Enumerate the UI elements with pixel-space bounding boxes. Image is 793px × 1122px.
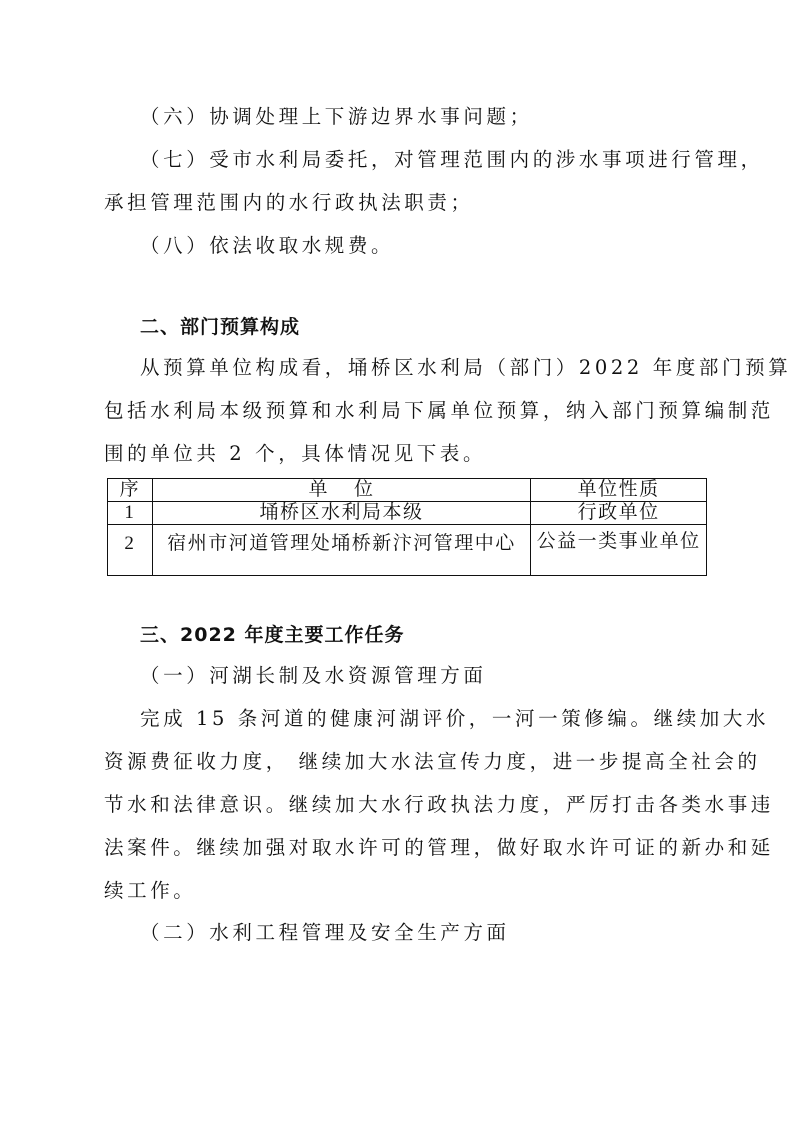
- paragraph-item-7-line-1: （七）受市水利局委托，对管理范围内的涉水事项进行管理，: [140, 148, 764, 171]
- section2-body-line-3: 围的单位共 2 个，具体情况见下表。: [104, 442, 487, 465]
- table-cell: 2: [108, 525, 153, 576]
- section3-body-line-4: 法案件。继续加强对取水许可的管理，做好取水许可证的新办和延: [104, 836, 774, 859]
- table-header-cell: 序: [108, 479, 153, 502]
- paragraph-item-8: （八）依法收取水规费。: [140, 234, 395, 257]
- section2-body-line-2: 包括水利局本级预算和水利局下属单位预算，纳入部门预算编制范: [104, 399, 774, 422]
- table-row: [108, 502, 707, 525]
- section3-body-line-1: 完成 15 条河道的健康河湖评价，一河一策修编。继续加大水: [140, 707, 770, 730]
- section-heading-main-tasks: 三、2022 年度主要工作任务: [140, 624, 405, 646]
- subheading-engineering-safety: （二）水利工程管理及安全生产方面: [140, 921, 510, 944]
- section2-body-line-1: 从预算单位构成看，埇桥区水利局（部门）2022 年度部门预算: [140, 356, 792, 379]
- section3-body-line-3: 节水和法律意识。继续加大水行政执法力度，严厉打击各类水事违: [104, 793, 774, 816]
- budget-units-table: [107, 478, 707, 576]
- table-row: [108, 525, 707, 576]
- table-cell: 1: [108, 502, 153, 525]
- section3-body-line-5: 续工作。: [104, 879, 197, 902]
- table-cell: 行政单位: [531, 502, 707, 525]
- table-header-row: [108, 479, 707, 502]
- section-heading-budget-composition: 二、部门预算构成: [140, 316, 301, 338]
- table-cell: 公益一类事业单位: [531, 525, 707, 576]
- table-cell: 宿州市河道管理处埇桥新汴河管理中心: [152, 525, 530, 576]
- table-cell: 埇桥区水利局本级: [152, 502, 530, 525]
- subheading-river-lake-water-resources: （一）河湖长制及水资源管理方面: [140, 664, 487, 687]
- paragraph-item-6: （六）协调处理上下游边界水事问题；: [140, 105, 533, 128]
- table-header-cell: 单 位: [152, 479, 530, 502]
- section3-body-line-2: 资源费征收力度， 继续加大水法宣传力度，进一步提高全社会的: [104, 750, 761, 773]
- paragraph-item-7-line-2: 承担管理范围内的水行政执法职责；: [104, 191, 474, 214]
- table-header-cell: 单位性质: [531, 479, 707, 502]
